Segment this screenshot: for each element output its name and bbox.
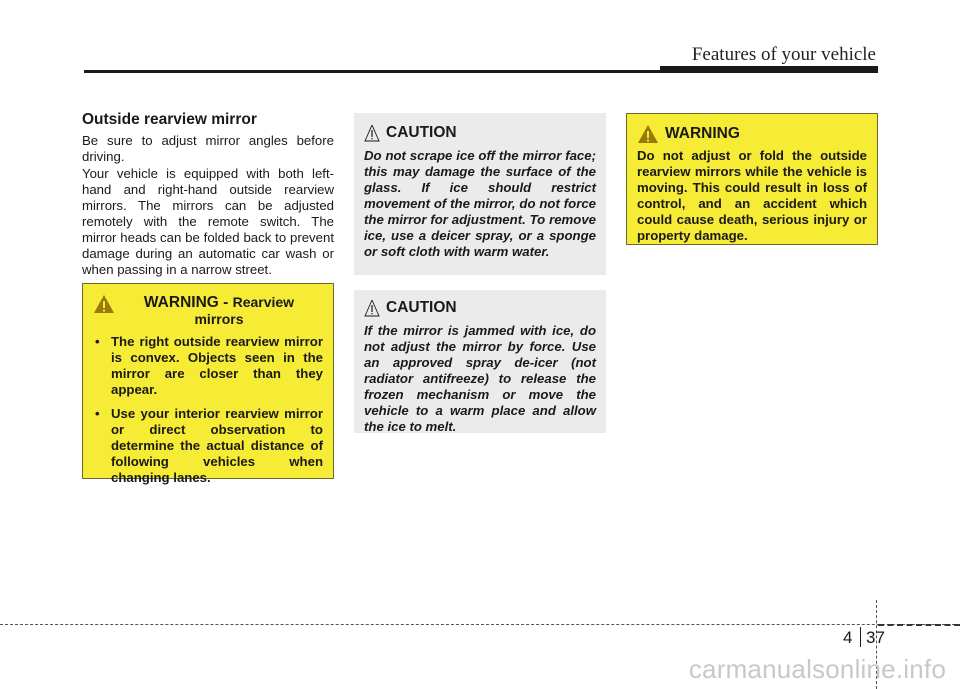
- fold-mirror-warning-box: [626, 113, 878, 245]
- caution-triangle-icon: [364, 298, 380, 318]
- caution-header: [364, 123, 596, 143]
- caution-triangle-icon: [364, 123, 380, 143]
- header-rule-accent: [660, 66, 878, 73]
- caution-title: CAUTION: [386, 124, 457, 141]
- rearview-warning-list: [93, 334, 323, 486]
- description-paragraph: Your vehicle is equipped with both left-hand and right-hand outside rearview mirrors. The mirrors can be adjusted remotely with the remote switch. The mirror heads can be folded back to prevent damage during an automatic car wash or when passing in a narrow street.: [82, 166, 334, 277]
- warning-subject: Rearview mirrors: [194, 294, 295, 327]
- warning-label: WARNING -: [143, 294, 233, 311]
- page-number: 37: [866, 628, 885, 647]
- caution-header: [364, 298, 596, 318]
- warning-triangle-icon: [637, 124, 659, 144]
- footer-dashed-rule-accent: [878, 624, 960, 626]
- rearview-warning-title: [121, 294, 317, 328]
- chapter-number: 4: [843, 628, 853, 647]
- page-number-divider: [860, 627, 861, 647]
- header-section-title: Features of your vehicle: [691, 44, 876, 65]
- rearview-warning-box: [82, 283, 334, 485]
- warning-text: Do not adjust or fold the outside rearview mirrors while the vehicle is moving. This could result in loss of control, and an accident which could cause death, serious injury or property damage.: [637, 148, 867, 243]
- ice-scrape-caution-box: [354, 113, 606, 275]
- caution-text: Do not scrape ice off the mirror face; this may damage the surface of the glass. If ice should restrict movement of the mirror, do not force the mirror for adjustment. To remove ice, use a deicer spray, or a sponge or soft cloth with warm water.: [364, 148, 596, 259]
- caution-title: CAUTION: [386, 299, 457, 316]
- warning-header: [637, 124, 867, 144]
- caution-text: If the mirror is jammed with ice, do not adjust the mirror by force. Use an approved spray de-icer (not radiator antifreeze) to release the frozen mechanism or move the vehicle to a warm place and allow the ice to melt.: [364, 323, 596, 434]
- jammed-mirror-caution-box: [354, 290, 606, 433]
- section-heading: Outside rearview mirror: [82, 111, 257, 128]
- warning-triangle-icon: [93, 294, 115, 314]
- warning-title: WARNING: [665, 125, 740, 142]
- list-item: • Use your interior rearview mirror or direct observation to determine the actual distance of following vehicles when changing lanes.: [93, 406, 323, 486]
- footer-dashed-rule: [0, 624, 960, 625]
- intro-paragraph: Be sure to adjust mirror angles before driving.: [82, 133, 334, 164]
- list-item: • The right outside rearview mirror is convex. Objects seen in the mirror are closer than they appear.: [93, 334, 323, 398]
- watermark: carmanualsonline.info: [688, 654, 946, 684]
- rearview-warning-header: [93, 294, 323, 328]
